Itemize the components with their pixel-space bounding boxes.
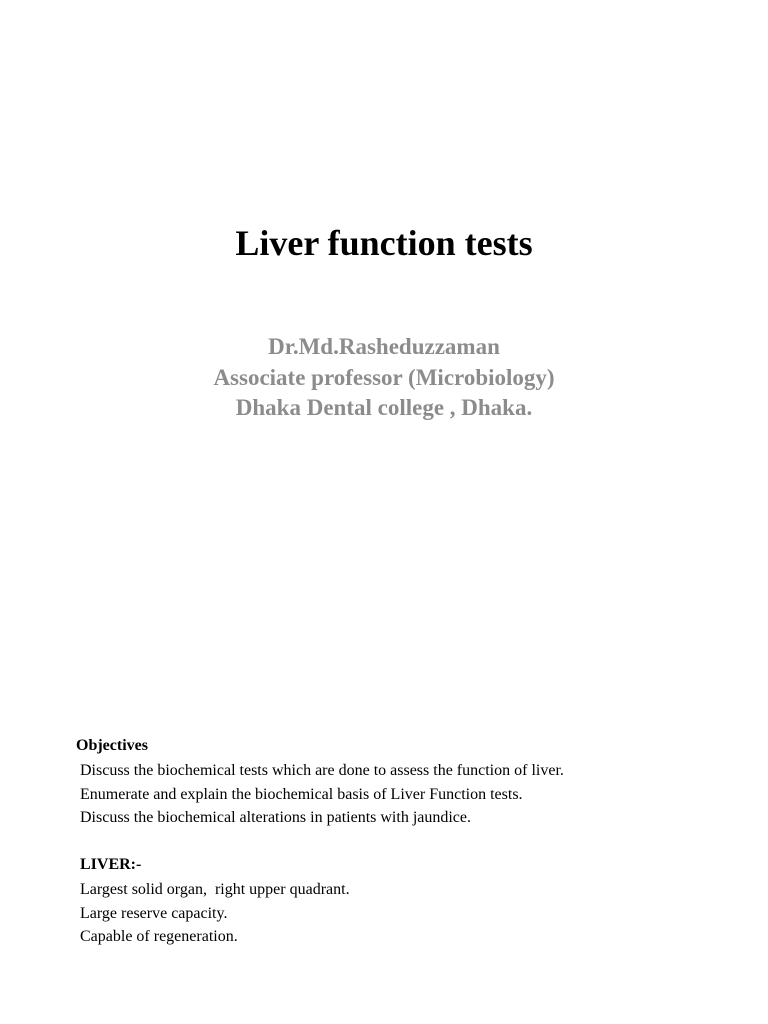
objective-item: Discuss the biochemical alterations in patients with jaundice.	[80, 809, 472, 827]
author-institution: Dhaka Dental college , Dhaka.	[235, 395, 533, 420]
author-block	[0, 332, 768, 424]
objectives-heading: Objectives	[76, 737, 148, 754]
liver-fact-item: Largest solid organ, right upper quadrant.	[80, 881, 350, 898]
liver-heading: LIVER:-	[80, 856, 142, 873]
liver-facts-list	[80, 878, 350, 949]
author-name: Dr.Md.Rasheduzzaman	[268, 334, 500, 359]
objectives-list	[80, 759, 564, 830]
objective-item: Discuss the biochemical tests which are done to assess the function of liver.	[80, 762, 564, 779]
document-title: Liver function tests	[235, 223, 533, 263]
liver-fact-item: Capable of regeneration.	[80, 928, 238, 946]
liver-fact-item: Large reserve capacity.	[80, 904, 228, 922]
author-position: Associate professor (Microbiology)	[213, 364, 555, 390]
objective-item: Enumerate and explain the biochemical basis of Liver Function tests.	[80, 785, 523, 803]
